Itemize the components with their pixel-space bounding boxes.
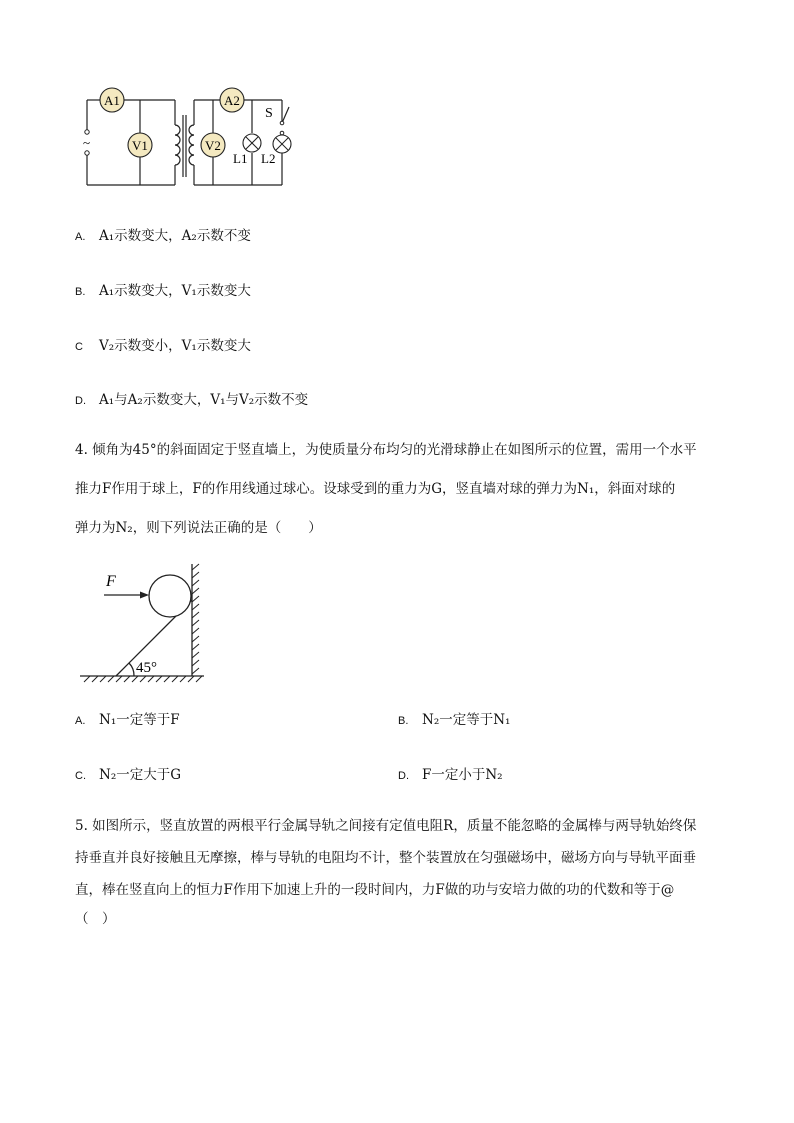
q4-option-d: D. F一定小于N₂	[398, 767, 503, 783]
voltmeter-v1	[128, 133, 152, 157]
q3-option-b: B. A₁示数变大，V₁示数变大	[75, 283, 251, 299]
q4-option-b: B. N₂一定等于N₁	[398, 712, 511, 728]
q4-stem-line1: 4. 倾角为45°的斜面固定于竖直墙上，为使质量分布均匀的光滑球静止在如图所示的位置，需用一个水平	[75, 442, 697, 458]
svg-text:A1: A1	[104, 93, 120, 108]
circuit-diagram	[75, 85, 305, 190]
incline-ball-diagram	[78, 562, 218, 687]
q5-stem-line1: 5. 如图所示，竖直放置的两根平行金属导轨之间接有定值电阻R，质量不能忽略的金属棒与两导轨始终保	[75, 818, 697, 834]
ac-source-symbol: ~	[83, 135, 91, 150]
q3-option-d: D. A₁与A₂示数变大，V₁与V₂示数不变	[75, 392, 309, 408]
lamp-l2-icon	[273, 135, 291, 153]
lamp-l1-icon	[243, 134, 261, 152]
svg-text:V1: V1	[132, 138, 148, 153]
ammeter-a2	[220, 88, 244, 112]
ammeter-a1	[100, 88, 124, 112]
force-label: F	[106, 573, 116, 590]
angle-label: 45°	[136, 660, 157, 676]
q5-stem-line4: （ ）	[75, 911, 116, 927]
svg-text:A2: A2	[224, 93, 240, 108]
q3-option-a: A. A₁示数变大，A₂示数不变	[75, 228, 251, 244]
q4-option-a: A. N₁一定等于F	[75, 712, 180, 728]
q4-stem-line2: 推力F作用于球上，F的作用线通过球心。设球受到的重力为G，竖直墙对球的弹力为N₁，斜面对球的	[75, 481, 676, 497]
q4-option-c: C. N₂一定大于G	[75, 767, 182, 783]
voltmeter-v2	[201, 133, 225, 157]
lamp-l2-label: L2	[261, 151, 276, 166]
lamp-l1-label: L1	[233, 151, 248, 166]
q3-option-c: C V₂示数变小，V₁示数变大	[75, 338, 251, 354]
switch-label: S	[265, 106, 273, 121]
arrow-head-icon	[140, 592, 149, 599]
q5-stem-line3: 直，棒在竖直向上的恒力F作用下加速上升的一段时间内，力F做的功与安培力做的功的代数和等于@	[75, 882, 675, 898]
q5-stem-line2: 持垂直并良好接触且无摩擦，棒与导轨的电阻均不计，整个装置放在匀强磁场中，磁场方向与导轨平面垂	[75, 850, 696, 866]
q4-stem-line3: 弹力为N₂，则下列说法正确的是（ ）	[75, 520, 322, 536]
svg-text:V2: V2	[205, 138, 221, 153]
